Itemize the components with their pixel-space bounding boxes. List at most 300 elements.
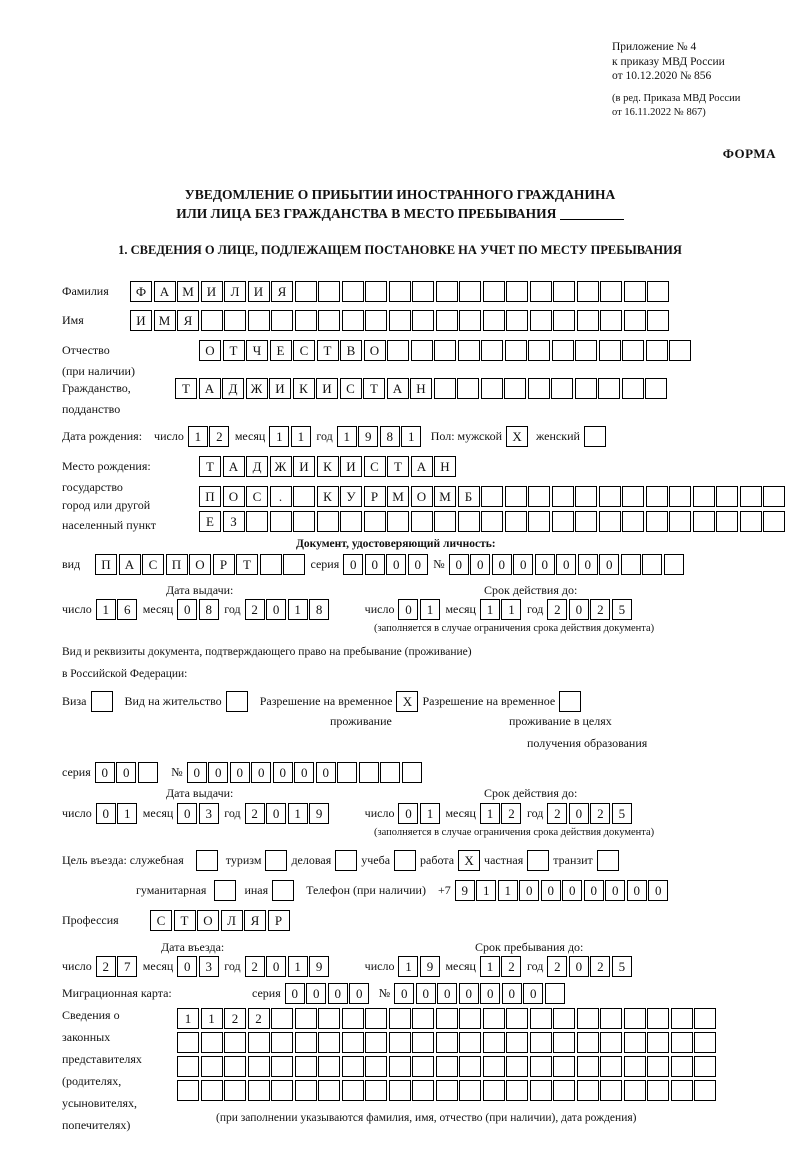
char-cell[interactable]: П	[95, 554, 117, 575]
char-cell[interactable]	[434, 378, 456, 399]
char-cell[interactable]	[402, 762, 422, 783]
char-cell[interactable]	[599, 340, 621, 361]
char-cell[interactable]: 0	[480, 983, 500, 1004]
char-cell[interactable]: 9	[309, 803, 329, 824]
char-cell[interactable]	[434, 340, 456, 361]
char-cell[interactable]: Д	[246, 456, 268, 477]
char-cell[interactable]: П	[166, 554, 188, 575]
char-cell[interactable]	[577, 1080, 599, 1101]
char-cell[interactable]: 1	[201, 1008, 223, 1029]
permit-issue-month-input[interactable]	[177, 803, 220, 824]
char-cell[interactable]	[528, 486, 550, 507]
char-cell[interactable]: 0	[449, 554, 469, 575]
char-cell[interactable]: И	[340, 456, 362, 477]
char-cell[interactable]	[553, 1008, 575, 1029]
phone-input[interactable]	[455, 880, 670, 901]
char-cell[interactable]: 1	[96, 599, 116, 620]
char-cell[interactable]: Б	[458, 486, 480, 507]
char-cell[interactable]	[553, 1080, 575, 1101]
char-cell[interactable]: 0	[294, 762, 314, 783]
char-cell[interactable]	[575, 340, 597, 361]
doc-valid-month-input[interactable]	[480, 599, 523, 620]
char-cell[interactable]: С	[364, 456, 386, 477]
char-cell[interactable]	[411, 511, 433, 532]
char-cell[interactable]: А	[387, 378, 409, 399]
char-cell[interactable]	[224, 1032, 246, 1053]
char-cell[interactable]	[224, 310, 246, 331]
char-cell[interactable]	[530, 310, 552, 331]
char-cell[interactable]: Ф	[130, 281, 152, 302]
char-cell[interactable]: Т	[236, 554, 258, 575]
name-input[interactable]	[130, 310, 671, 331]
char-cell[interactable]	[645, 378, 667, 399]
permit-series-input[interactable]	[95, 762, 160, 783]
char-cell[interactable]	[577, 310, 599, 331]
char-cell[interactable]	[694, 1032, 716, 1053]
char-cell[interactable]: 1	[420, 803, 440, 824]
char-cell[interactable]	[436, 310, 458, 331]
entry-month-input[interactable]	[177, 956, 220, 977]
mcard-number-input[interactable]	[394, 983, 566, 1004]
permit-valid-month-input[interactable]	[480, 803, 523, 824]
char-cell[interactable]	[436, 1056, 458, 1077]
char-cell[interactable]	[459, 1080, 481, 1101]
char-cell[interactable]	[387, 511, 409, 532]
char-cell[interactable]	[671, 1056, 693, 1077]
char-cell[interactable]: 0	[96, 803, 116, 824]
char-cell[interactable]	[483, 1080, 505, 1101]
char-cell[interactable]	[530, 1056, 552, 1077]
char-cell[interactable]: 0	[556, 554, 576, 575]
birthplace-city-input-row1[interactable]	[199, 486, 787, 507]
char-cell[interactable]	[716, 486, 738, 507]
char-cell[interactable]	[528, 378, 550, 399]
char-cell[interactable]: 1	[337, 426, 357, 447]
char-cell[interactable]: 0	[208, 762, 228, 783]
char-cell[interactable]	[365, 1056, 387, 1077]
char-cell[interactable]: Т	[174, 910, 196, 931]
char-cell[interactable]	[318, 1056, 340, 1077]
char-cell[interactable]: Н	[434, 456, 456, 477]
char-cell[interactable]: Н	[410, 378, 432, 399]
char-cell[interactable]: 2	[501, 803, 521, 824]
char-cell[interactable]: 8	[309, 599, 329, 620]
char-cell[interactable]	[577, 1056, 599, 1077]
char-cell[interactable]: 2	[224, 1008, 246, 1029]
char-cell[interactable]	[693, 486, 715, 507]
char-cell[interactable]	[380, 762, 400, 783]
char-cell[interactable]	[671, 1080, 693, 1101]
char-cell[interactable]: 0	[386, 554, 406, 575]
char-cell[interactable]	[622, 486, 644, 507]
char-cell[interactable]: 0	[437, 983, 457, 1004]
char-cell[interactable]	[389, 1032, 411, 1053]
char-cell[interactable]	[248, 1056, 270, 1077]
char-cell[interactable]	[342, 1008, 364, 1029]
char-cell[interactable]	[177, 1080, 199, 1101]
char-cell[interactable]	[551, 378, 573, 399]
permit-valid-year-input[interactable]	[547, 803, 633, 824]
char-cell[interactable]	[647, 1032, 669, 1053]
char-cell[interactable]: Ч	[246, 340, 268, 361]
char-cell[interactable]	[600, 1032, 622, 1053]
char-cell[interactable]	[716, 511, 738, 532]
char-cell[interactable]: О	[197, 910, 219, 931]
char-cell[interactable]: 1	[420, 599, 440, 620]
char-cell[interactable]: 0	[627, 880, 647, 901]
char-cell[interactable]: 1	[480, 803, 500, 824]
char-cell[interactable]: 0	[394, 983, 414, 1004]
char-cell[interactable]	[434, 511, 456, 532]
char-cell[interactable]	[459, 1008, 481, 1029]
char-cell[interactable]	[248, 1080, 270, 1101]
char-cell[interactable]: Ж	[270, 456, 292, 477]
char-cell[interactable]	[553, 1032, 575, 1053]
char-cell[interactable]	[552, 340, 574, 361]
char-cell[interactable]: 9	[455, 880, 475, 901]
char-cell[interactable]	[412, 1008, 434, 1029]
char-cell[interactable]	[694, 1056, 716, 1077]
char-cell[interactable]	[505, 340, 527, 361]
char-cell[interactable]: 1	[401, 426, 421, 447]
char-cell[interactable]: С	[142, 554, 164, 575]
char-cell[interactable]: 0	[95, 762, 115, 783]
char-cell[interactable]	[642, 554, 662, 575]
char-cell[interactable]	[342, 1056, 364, 1077]
char-cell[interactable]	[694, 1080, 716, 1101]
char-cell[interactable]	[293, 511, 315, 532]
char-cell[interactable]	[646, 511, 668, 532]
char-cell[interactable]	[389, 281, 411, 302]
char-cell[interactable]	[458, 511, 480, 532]
char-cell[interactable]	[624, 310, 646, 331]
surname-input[interactable]	[130, 281, 671, 302]
stay-month-input[interactable]	[480, 956, 523, 977]
char-cell[interactable]	[201, 1032, 223, 1053]
char-cell[interactable]: И	[130, 310, 152, 331]
char-cell[interactable]: 0	[328, 983, 348, 1004]
legal-reps-input-row2[interactable]	[177, 1032, 718, 1053]
char-cell[interactable]	[201, 1080, 223, 1101]
char-cell[interactable]	[224, 1056, 246, 1077]
char-cell[interactable]: Т	[175, 378, 197, 399]
char-cell[interactable]: 2	[209, 426, 229, 447]
char-cell[interactable]: 2	[245, 599, 265, 620]
char-cell[interactable]	[342, 1080, 364, 1101]
char-cell[interactable]	[671, 1008, 693, 1029]
char-cell[interactable]	[412, 281, 434, 302]
char-cell[interactable]: 0	[187, 762, 207, 783]
char-cell[interactable]	[647, 1056, 669, 1077]
char-cell[interactable]	[483, 281, 505, 302]
char-cell[interactable]: 5	[612, 956, 632, 977]
purpose-private-checkbox[interactable]	[527, 850, 549, 871]
char-cell[interactable]	[669, 511, 691, 532]
edu-residence-checkbox[interactable]	[559, 691, 581, 712]
char-cell[interactable]: 2	[501, 956, 521, 977]
char-cell[interactable]	[387, 340, 409, 361]
char-cell[interactable]: 0	[470, 554, 490, 575]
doc-valid-year-input[interactable]	[547, 599, 633, 620]
char-cell[interactable]	[506, 1008, 528, 1029]
char-cell[interactable]: 0	[569, 803, 589, 824]
char-cell[interactable]	[318, 1008, 340, 1029]
char-cell[interactable]: 1	[177, 1008, 199, 1029]
char-cell[interactable]: Л	[221, 910, 243, 931]
char-cell[interactable]	[318, 281, 340, 302]
char-cell[interactable]: 2	[590, 803, 610, 824]
char-cell[interactable]	[553, 1056, 575, 1077]
char-cell[interactable]	[359, 762, 379, 783]
char-cell[interactable]: 8	[199, 599, 219, 620]
char-cell[interactable]	[600, 1008, 622, 1029]
birth-day-input[interactable]	[188, 426, 231, 447]
char-cell[interactable]	[317, 511, 339, 532]
char-cell[interactable]: А	[199, 378, 221, 399]
temp-residence-checkbox[interactable]: X	[396, 691, 418, 712]
char-cell[interactable]: 2	[248, 1008, 270, 1029]
char-cell[interactable]: М	[434, 486, 456, 507]
sex-male-checkbox[interactable]: X	[506, 426, 528, 447]
char-cell[interactable]	[318, 310, 340, 331]
char-cell[interactable]	[624, 1032, 646, 1053]
char-cell[interactable]: 1	[291, 426, 311, 447]
char-cell[interactable]	[577, 281, 599, 302]
char-cell[interactable]	[740, 486, 762, 507]
char-cell[interactable]: 0	[266, 599, 286, 620]
char-cell[interactable]	[505, 486, 527, 507]
char-cell[interactable]: С	[340, 378, 362, 399]
birth-year-input[interactable]	[337, 426, 423, 447]
char-cell[interactable]: 0	[578, 554, 598, 575]
char-cell[interactable]	[669, 486, 691, 507]
char-cell[interactable]: 0	[523, 983, 543, 1004]
char-cell[interactable]: А	[154, 281, 176, 302]
char-cell[interactable]: 9	[358, 426, 378, 447]
char-cell[interactable]: 2	[245, 956, 265, 977]
char-cell[interactable]	[412, 1056, 434, 1077]
char-cell[interactable]	[295, 1080, 317, 1101]
char-cell[interactable]	[436, 1032, 458, 1053]
char-cell[interactable]	[201, 1056, 223, 1077]
profession-input[interactable]	[150, 910, 291, 931]
char-cell[interactable]	[436, 1080, 458, 1101]
char-cell[interactable]: И	[248, 281, 270, 302]
char-cell[interactable]: 0	[541, 880, 561, 901]
sex-female-checkbox[interactable]	[584, 426, 606, 447]
char-cell[interactable]: 0	[177, 803, 197, 824]
char-cell[interactable]: 2	[547, 956, 567, 977]
char-cell[interactable]: 0	[230, 762, 250, 783]
char-cell[interactable]	[365, 1008, 387, 1029]
char-cell[interactable]: 0	[116, 762, 136, 783]
char-cell[interactable]	[293, 486, 315, 507]
char-cell[interactable]: М	[387, 486, 409, 507]
char-cell[interactable]	[177, 1056, 199, 1077]
doc-number-input[interactable]	[449, 554, 686, 575]
char-cell[interactable]: 1	[498, 880, 518, 901]
char-cell[interactable]: 0	[273, 762, 293, 783]
char-cell[interactable]	[553, 310, 575, 331]
char-cell[interactable]: 0	[177, 599, 197, 620]
char-cell[interactable]	[506, 1032, 528, 1053]
char-cell[interactable]	[600, 1080, 622, 1101]
char-cell[interactable]: А	[119, 554, 141, 575]
char-cell[interactable]	[177, 1032, 199, 1053]
entry-day-input[interactable]	[96, 956, 139, 977]
char-cell[interactable]: П	[199, 486, 221, 507]
char-cell[interactable]: Ж	[246, 378, 268, 399]
char-cell[interactable]: 0	[513, 554, 533, 575]
char-cell[interactable]: Я	[244, 910, 266, 931]
purpose-other-checkbox[interactable]	[272, 880, 294, 901]
char-cell[interactable]: 0	[251, 762, 271, 783]
char-cell[interactable]	[246, 511, 268, 532]
char-cell[interactable]	[436, 281, 458, 302]
char-cell[interactable]: Е	[270, 340, 292, 361]
char-cell[interactable]	[647, 1080, 669, 1101]
char-cell[interactable]: 3	[199, 803, 219, 824]
char-cell[interactable]	[622, 340, 644, 361]
char-cell[interactable]: Р	[268, 910, 290, 931]
char-cell[interactable]	[412, 1080, 434, 1101]
char-cell[interactable]	[270, 511, 292, 532]
birthplace-city-input-row2[interactable]	[199, 511, 787, 532]
char-cell[interactable]	[506, 310, 528, 331]
visa-checkbox[interactable]	[91, 691, 113, 712]
char-cell[interactable]	[506, 1056, 528, 1077]
char-cell[interactable]: 1	[501, 599, 521, 620]
char-cell[interactable]	[504, 378, 526, 399]
char-cell[interactable]: 0	[285, 983, 305, 1004]
residence-permit-checkbox[interactable]	[226, 691, 248, 712]
char-cell[interactable]	[621, 554, 641, 575]
char-cell[interactable]: Д	[222, 378, 244, 399]
char-cell[interactable]: 0	[535, 554, 555, 575]
char-cell[interactable]	[483, 1056, 505, 1077]
char-cell[interactable]	[647, 1008, 669, 1029]
char-cell[interactable]	[389, 310, 411, 331]
char-cell[interactable]	[530, 281, 552, 302]
char-cell[interactable]: С	[150, 910, 172, 931]
char-cell[interactable]: 9	[420, 956, 440, 977]
char-cell[interactable]	[483, 1008, 505, 1029]
char-cell[interactable]: О	[411, 486, 433, 507]
char-cell[interactable]	[436, 1008, 458, 1029]
char-cell[interactable]: К	[317, 456, 339, 477]
char-cell[interactable]	[412, 1032, 434, 1053]
char-cell[interactable]	[271, 1008, 293, 1029]
char-cell[interactable]	[647, 281, 669, 302]
char-cell[interactable]: З	[223, 511, 245, 532]
char-cell[interactable]	[365, 1080, 387, 1101]
doc-series-input[interactable]	[343, 554, 429, 575]
purpose-humanitarian-checkbox[interactable]	[214, 880, 236, 901]
char-cell[interactable]: 0	[398, 803, 418, 824]
char-cell[interactable]: 0	[648, 880, 668, 901]
char-cell[interactable]	[577, 1008, 599, 1029]
char-cell[interactable]: 9	[309, 956, 329, 977]
char-cell[interactable]	[201, 310, 223, 331]
char-cell[interactable]	[600, 1056, 622, 1077]
char-cell[interactable]	[647, 310, 669, 331]
char-cell[interactable]	[481, 378, 503, 399]
char-cell[interactable]: 0	[343, 554, 363, 575]
legal-reps-input-row3[interactable]	[177, 1056, 718, 1077]
char-cell[interactable]: 2	[245, 803, 265, 824]
char-cell[interactable]	[575, 486, 597, 507]
legal-reps-input-row4[interactable]	[177, 1080, 718, 1101]
char-cell[interactable]: 1	[476, 880, 496, 901]
char-cell[interactable]: 1	[188, 426, 208, 447]
char-cell[interactable]	[364, 511, 386, 532]
char-cell[interactable]: Р	[364, 486, 386, 507]
char-cell[interactable]	[600, 281, 622, 302]
char-cell[interactable]	[340, 511, 362, 532]
char-cell[interactable]: К	[317, 486, 339, 507]
char-cell[interactable]: И	[269, 378, 291, 399]
char-cell[interactable]	[577, 1032, 599, 1053]
char-cell[interactable]: 0	[365, 554, 385, 575]
char-cell[interactable]: 1	[288, 956, 308, 977]
char-cell[interactable]: В	[340, 340, 362, 361]
char-cell[interactable]	[271, 1056, 293, 1077]
char-cell[interactable]: О	[189, 554, 211, 575]
char-cell[interactable]	[552, 511, 574, 532]
char-cell[interactable]	[483, 1032, 505, 1053]
char-cell[interactable]: 8	[380, 426, 400, 447]
char-cell[interactable]	[295, 310, 317, 331]
char-cell[interactable]: Т	[199, 456, 221, 477]
char-cell[interactable]	[528, 340, 550, 361]
char-cell[interactable]	[624, 1056, 646, 1077]
doc-issue-day-input[interactable]	[96, 599, 139, 620]
char-cell[interactable]	[622, 511, 644, 532]
char-cell[interactable]	[506, 281, 528, 302]
char-cell[interactable]: 7	[117, 956, 137, 977]
char-cell[interactable]	[459, 281, 481, 302]
char-cell[interactable]	[693, 511, 715, 532]
char-cell[interactable]	[575, 378, 597, 399]
char-cell[interactable]	[646, 486, 668, 507]
char-cell[interactable]	[646, 340, 668, 361]
char-cell[interactable]: 0	[266, 803, 286, 824]
char-cell[interactable]	[459, 310, 481, 331]
doc-kind-input[interactable]	[95, 554, 307, 575]
purpose-work-checkbox[interactable]: X	[458, 850, 480, 871]
char-cell[interactable]: К	[293, 378, 315, 399]
char-cell[interactable]: 6	[117, 599, 137, 620]
char-cell[interactable]: 0	[416, 983, 436, 1004]
char-cell[interactable]	[599, 486, 621, 507]
char-cell[interactable]	[763, 511, 785, 532]
char-cell[interactable]: У	[340, 486, 362, 507]
char-cell[interactable]: 0	[569, 956, 589, 977]
char-cell[interactable]	[669, 340, 691, 361]
char-cell[interactable]: 1	[288, 803, 308, 824]
char-cell[interactable]	[295, 281, 317, 302]
char-cell[interactable]: 2	[96, 956, 116, 977]
char-cell[interactable]: С	[293, 340, 315, 361]
char-cell[interactable]: 1	[117, 803, 137, 824]
char-cell[interactable]: 0	[398, 599, 418, 620]
char-cell[interactable]	[763, 486, 785, 507]
char-cell[interactable]	[545, 983, 565, 1004]
permit-valid-day-input[interactable]	[398, 803, 441, 824]
char-cell[interactable]: 2	[547, 599, 567, 620]
char-cell[interactable]: 0	[408, 554, 428, 575]
char-cell[interactable]	[295, 1032, 317, 1053]
